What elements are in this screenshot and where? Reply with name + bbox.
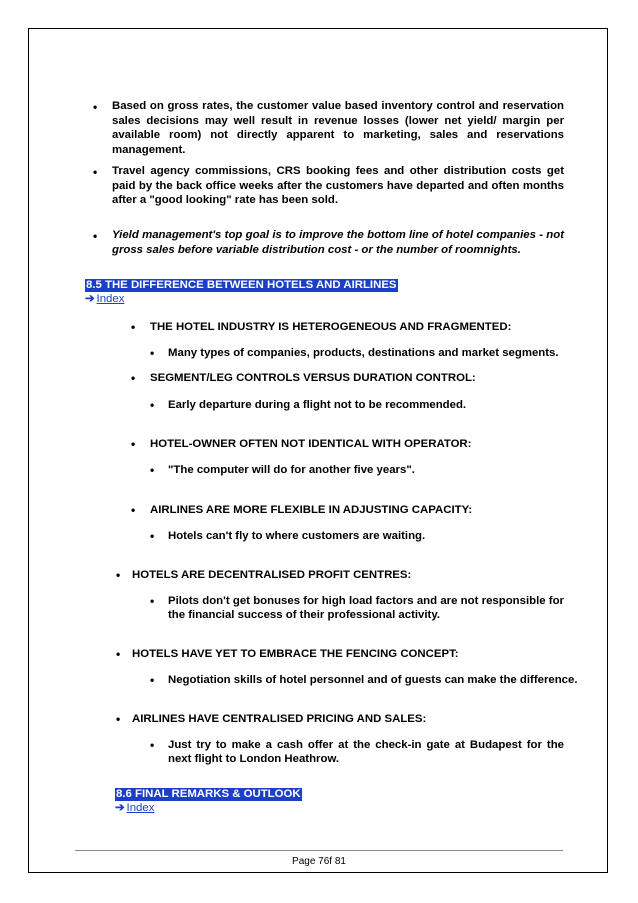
point-title: SEGMENT/LEG CONTROLS VERSUS DURATION CONTROL:	[150, 372, 476, 384]
index-link-8-5[interactable]	[85, 293, 124, 306]
point-title: HOTELS ARE DECENTRALISED PROFIT CENTRES:	[132, 569, 412, 581]
arrow-right-icon: ➔	[115, 802, 125, 814]
bullet-dot: •	[93, 100, 98, 114]
bullet-dot: •	[116, 647, 121, 661]
point-title: HOTELS HAVE YET TO EMBRACE THE FENCING CONCEPT:	[132, 648, 459, 660]
point-detail: "The computer will do for another five years".	[168, 464, 415, 476]
bullet-dot: •	[150, 673, 155, 687]
index-link-label[interactable]: Index	[126, 802, 155, 814]
section-heading-8-5[interactable]: 8.5 THE DIFFERENCE BETWEEN HOTELS AND AIRLINES	[86, 279, 397, 291]
point-title: AIRLINES HAVE CENTRALISED PRICING AND SALES:	[132, 713, 427, 725]
section-heading-8-6[interactable]: 8.6 FINAL REMARKS & OUTLOOK	[116, 788, 301, 800]
bullet-dot: •	[93, 165, 98, 179]
arrow-right-icon: ➔	[85, 293, 95, 305]
bullet-dot: •	[150, 529, 155, 543]
paragraph-gross-rates: Based on gross rates, the customer value based inventory control and reservation sales decisions may well result in revenue losses (lower net yield/ margin per available room) not directly apparent to marketing, sales and reservations management.	[112, 100, 564, 156]
bullet-dot: •	[131, 503, 136, 517]
index-link-label[interactable]: Index	[96, 293, 125, 305]
footer-rule	[75, 850, 563, 851]
bullet-dot: •	[93, 229, 98, 243]
bullet-dot: •	[131, 371, 136, 385]
point-detail: Early departure during a flight not to be recommended.	[168, 399, 467, 411]
bullet-dot: •	[150, 346, 155, 360]
bullet-dot: •	[150, 738, 155, 752]
bullet-dot: •	[150, 463, 155, 477]
paragraph-travel-agency: Travel agency commissions, CRS booking fees and other distribution costs get paid by the back office weeks after the customers have departed and often months after a "good looking" rate has been sold.	[112, 165, 564, 206]
bullet-dot: •	[116, 712, 121, 726]
point-title: HOTEL-OWNER OFTEN NOT IDENTICAL WITH OPERATOR:	[150, 438, 472, 450]
bullet-dot: •	[131, 437, 136, 451]
bullet-dot: •	[150, 594, 155, 608]
index-link-8-6[interactable]	[115, 802, 154, 815]
bullet-dot: •	[150, 398, 155, 412]
point-detail: Hotels can't fly to where customers are waiting.	[168, 530, 426, 542]
point-detail: Many types of companies, products, destinations and market segments.	[168, 347, 559, 359]
bullet-dot: •	[131, 320, 136, 334]
bullet-dot: •	[116, 568, 121, 582]
point-title: THE HOTEL INDUSTRY IS HETEROGENEOUS AND FRAGMENTED:	[150, 321, 512, 333]
point-detail: Just try to make a cash offer at the check-in gate at Budapest for the next flight to London Heathrow.	[168, 739, 564, 765]
point-detail: Negotiation skills of hotel personnel and of guests can make the difference.	[168, 674, 578, 686]
point-title: AIRLINES ARE MORE FLEXIBLE IN ADJUSTING CAPACITY:	[150, 504, 473, 516]
point-detail: Pilots don't get bonuses for high load factors and are not responsible for the financial success of their professional activity.	[168, 595, 564, 621]
paragraph-yield-goal: Yield management's top goal is to improve the bottom line of hotel companies - not gross sales before variable distribution cost - or the number of roomnights.	[112, 229, 564, 256]
page-number: Page 76f 81	[292, 856, 346, 867]
